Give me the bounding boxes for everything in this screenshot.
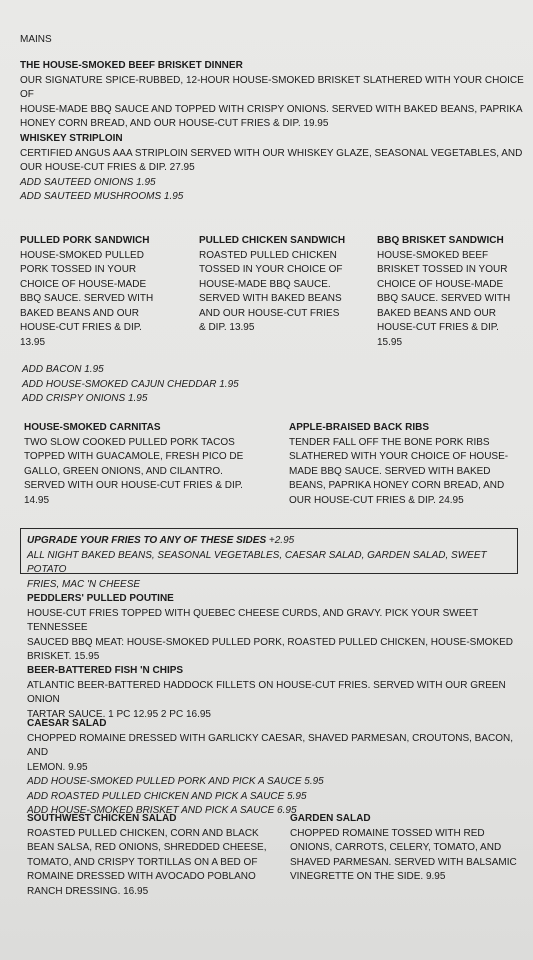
- upgrade-fries-text: [27, 534, 515, 592]
- item-desc-line: OUR SIGNATURE SPICE-RUBBED, 12-HOUR HOUSE-SMOKED BRISKET SLATHERED WITH YOUR CHOICE OF: [20, 74, 524, 100]
- addon-line: ADD HOUSE-SMOKED BRISKET AND PICK A SAUCE 6.95: [27, 805, 297, 816]
- item-desc-line: TENDER FALL OFF THE BONE PORK RIBS: [289, 436, 490, 448]
- item-desc-line: ROASTED PULLED CHICKEN: [199, 249, 337, 261]
- item-desc-line: BBQ SAUCE. SERVED WITH: [20, 293, 154, 304]
- item-desc-line: CHOICE OF HOUSE-MADE: [20, 278, 147, 290]
- menu-item-pulled-pork-sandwich: [20, 234, 190, 350]
- addon-line: ADD HOUSE-SMOKED CAJUN CHEDDAR 1.95: [22, 378, 239, 390]
- item-desc-line: HOUSE-CUT FRIES & DIP.: [377, 322, 499, 333]
- item-desc-line: RANCH DRESSING. 16.95: [27, 885, 149, 897]
- item-title: THE HOUSE-SMOKED BEEF BRISKET DINNER: [20, 60, 243, 71]
- item-desc-line: BRISKET. 15.95: [27, 651, 100, 662]
- item-desc-line: HOUSE-SMOKED PULLED: [20, 249, 144, 261]
- item-desc-line: MADE BBQ SAUCE. SERVED WITH BAKED: [289, 465, 491, 477]
- menu-item-whiskey-striploin: [20, 132, 525, 205]
- item-title: HOUSE-SMOKED CARNITAS: [24, 422, 161, 433]
- item-desc-line: SERVED WITH BAKED BEANS: [199, 293, 342, 304]
- menu-item-bbq-brisket-sandwich: [377, 234, 527, 350]
- addon-line: ADD HOUSE-SMOKED PULLED PORK AND PICK A SAUCE 5.95: [27, 776, 324, 787]
- item-desc-line: & DIP. 13.95: [199, 322, 255, 333]
- menu-item-carnitas: [24, 421, 279, 508]
- menu-item-fish-chips: [27, 664, 527, 722]
- item-desc-line: TOMATO, AND CRISPY TORTILLAS ON A BED OF: [27, 856, 258, 868]
- item-title: PEDDLERS' PULLED POUTINE: [27, 593, 174, 604]
- item-desc-line: BBQ SAUCE. SERVED WITH: [377, 293, 511, 304]
- addon-line: ADD BACON 1.95: [22, 364, 104, 375]
- item-desc-line: BEAN SALSA, RED ONIONS, SHREDDED CHEESE,: [27, 842, 267, 853]
- item-desc-line: ONIONS, CARROTS, CELERY, TOMATO, AND: [290, 842, 502, 853]
- item-desc-line: BRISKET TOSSED IN YOUR: [377, 264, 508, 275]
- upgrade-price: +2.95: [268, 535, 295, 546]
- item-desc-line: SLATHERED WITH YOUR CHOICE OF HOUSE-: [289, 451, 509, 462]
- item-desc-line: CERTIFIED ANGUS AAA STRIPLOIN SERVED WITH OUR WHISKEY GLAZE, SEASONAL VEGETABLES, AND: [20, 147, 523, 159]
- addon-line: ADD SAUTEED MUSHROOMS 1.95: [20, 191, 184, 202]
- item-desc-line: TWO SLOW COOKED PULLED PORK TACOS: [24, 436, 235, 448]
- item-desc-line: SAUCED BBQ MEAT: HOUSE-SMOKED PULLED PORK, ROASTED PULLED CHICKEN, HOUSE-SMOKED: [27, 636, 514, 648]
- item-desc-line: BAKED BEANS AND OUR: [20, 307, 139, 319]
- upgrade-sides-line: ALL NIGHT BAKED BEANS, SEASONAL VEGETABLES, CAESAR SALAD, GARDEN SALAD, SWEET POTATO: [27, 549, 487, 575]
- item-title: BEER-BATTERED FISH 'N CHIPS: [27, 665, 184, 676]
- item-price: 15.95: [377, 336, 403, 348]
- item-desc-line: HOUSE-CUT FRIES & DIP.: [20, 322, 142, 333]
- menu-item-poutine: [27, 592, 527, 665]
- item-desc-line: AND OUR HOUSE-CUT FRIES: [199, 307, 340, 319]
- item-title: PULLED CHICKEN SANDWICH: [199, 235, 346, 246]
- item-desc-line: BEANS, PAPRIKA HONEY CORN BREAD, AND: [289, 480, 505, 491]
- menu-item-back-ribs: [289, 421, 529, 508]
- sandwich-addons: [22, 363, 322, 407]
- item-desc-line: CHOPPED ROMAINE DRESSED WITH GARLICKY CAESAR, SHAVED PARMESAN, CROUTONS, BACON, AND: [27, 732, 514, 758]
- addon-line: ADD SAUTEED ONIONS 1.95: [20, 176, 156, 188]
- item-title: APPLE-BRAISED BACK RIBS: [289, 422, 430, 433]
- upgrade-title: UPGRADE YOUR FRIES TO ANY OF THESE SIDES: [27, 535, 267, 546]
- item-desc-line: TARTAR SAUCE. 1 PC 12.95 2 PC 16.95: [27, 708, 211, 720]
- item-desc-line: OUR HOUSE-CUT FRIES & DIP. 27.95: [20, 162, 195, 173]
- menu-item-garden-salad: [290, 812, 528, 885]
- item-price: 14.95: [24, 494, 50, 506]
- item-desc-line: ROMAINE DRESSED WITH AVOCADO POBLANO: [27, 871, 256, 882]
- item-title: WHISKEY STRIPLOIN: [20, 133, 123, 144]
- item-title: CAESAR SALAD: [27, 718, 107, 729]
- upgrade-sides-line: FRIES, MAC 'N CHEESE: [27, 578, 141, 590]
- item-desc-line: CHOPPED ROMAINE TOSSED WITH RED: [290, 827, 485, 839]
- item-title: GARDEN SALAD: [290, 813, 371, 824]
- section-title: MAINS: [20, 34, 52, 45]
- menu-item-brisket-dinner: [20, 59, 525, 132]
- item-desc-line: TOPPED WITH GUACAMOLE, FRESH PICO DE: [24, 451, 244, 462]
- item-title: PULLED PORK SANDWICH: [20, 235, 150, 246]
- item-desc-line: VINEGRETTE ON THE SIDE. 9.95: [290, 871, 446, 882]
- item-desc-line: TOSSED IN YOUR CHOICE OF: [199, 264, 343, 275]
- item-title: BBQ BRISKET SANDWICH: [377, 235, 504, 246]
- item-desc-line: LEMON. 9.95: [27, 761, 88, 773]
- menu-item-southwest-salad: [27, 812, 282, 899]
- addon-line: ADD ROASTED PULLED CHICKEN AND PICK A SAUCE 5.95: [27, 790, 307, 802]
- item-desc-line: SHAVED PARMESAN. SERVED WITH BALSAMIC: [290, 856, 517, 868]
- item-desc-line: HONEY CORN BREAD, AND OUR HOUSE-CUT FRIES & DIP. 19.95: [20, 118, 329, 129]
- item-desc-line: HOUSE-CUT FRIES TOPPED WITH QUEBEC CHEESE CURDS, AND GRAVY. PICK YOUR SWEET TENNESSEE: [27, 607, 479, 633]
- item-desc-line: HOUSE-MADE BBQ SAUCE.: [199, 278, 331, 290]
- item-desc-line: OUR HOUSE-CUT FRIES & DIP. 24.95: [289, 494, 464, 506]
- menu-item-pulled-chicken-sandwich: [199, 234, 374, 336]
- item-desc-line: ROASTED PULLED CHICKEN, CORN AND BLACK: [27, 827, 259, 839]
- menu-item-caesar-salad: [27, 717, 527, 819]
- item-desc-line: HOUSE-SMOKED BEEF: [377, 249, 489, 261]
- item-desc-line: PORK TOSSED IN YOUR: [20, 264, 137, 275]
- item-desc-line: ATLANTIC BEER-BATTERED HADDOCK FILLETS ON HOUSE-CUT FRIES. SERVED WITH OUR GREEN ONION: [27, 679, 506, 705]
- item-desc-line: HOUSE-MADE BBQ SAUCE AND TOPPED WITH CRISPY ONIONS. SERVED WITH BAKED BEANS, PAPRIKA: [20, 103, 523, 115]
- item-desc-line: CHOICE OF HOUSE-MADE: [377, 278, 504, 290]
- addon-line: ADD CRISPY ONIONS 1.95: [22, 393, 148, 404]
- item-price: 13.95: [20, 336, 46, 348]
- item-desc-line: SERVED WITH OUR HOUSE-CUT FRIES & DIP.: [24, 480, 243, 491]
- item-desc-line: BAKED BEANS AND OUR: [377, 307, 496, 319]
- item-title: SOUTHWEST CHICKEN SALAD: [27, 813, 177, 824]
- item-desc-line: GALLO, GREEN ONIONS, AND CILANTRO.: [24, 465, 223, 477]
